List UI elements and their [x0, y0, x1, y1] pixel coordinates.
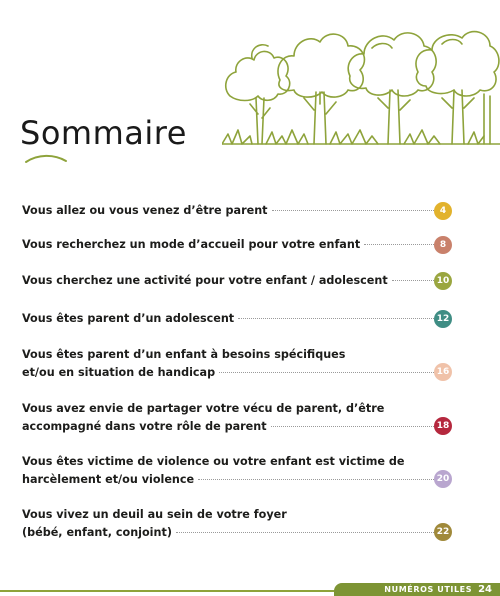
toc-entry-text: Vous cherchez une activité pour votre enfant / adolescent: [22, 274, 388, 287]
toc-entry[interactable]: [22, 310, 452, 328]
page-number-badge: 20: [434, 470, 452, 488]
toc-entry-text: et/ou en situation de handicap: [22, 365, 216, 379]
toc-entry-text: Vous êtes parent d’un enfant à besoins spécifiques: [22, 348, 346, 361]
toc-entry[interactable]: [22, 506, 452, 541]
toc-entry[interactable]: [22, 400, 452, 435]
page-number-badge: 8: [434, 236, 452, 254]
page-number-badge: 12: [434, 310, 452, 328]
toc-entry-text: harcèlement et/ou violence: [22, 472, 195, 486]
tree-line-illustration: [222, 18, 500, 146]
toc-entry[interactable]: [22, 202, 452, 220]
dotted-leader: [271, 426, 448, 427]
toc-entry-text: (bébé, enfant, conjoint): [22, 525, 172, 539]
page-number-badge: 22: [434, 523, 452, 541]
toc-entry[interactable]: [22, 272, 452, 290]
dotted-leader: [272, 210, 448, 211]
footer-page-number: 24: [478, 584, 492, 595]
page-number-badge: 10: [434, 272, 452, 290]
title-underline-swoosh: [24, 152, 68, 166]
toc-entry[interactable]: [22, 236, 452, 254]
dotted-leader: [198, 479, 448, 480]
toc-entry-text: Vous allez ou vous venez d’être parent: [22, 204, 268, 217]
footer-rule: [0, 590, 340, 592]
dotted-leader: [238, 318, 448, 319]
dotted-leader: [219, 372, 448, 373]
page-number-badge: 16: [434, 363, 452, 381]
dotted-leader: [176, 532, 448, 533]
toc-entry-text: Vous êtes victime de violence ou votre enfant est victime de: [22, 455, 405, 468]
toc-entry[interactable]: [22, 346, 452, 381]
page-number-badge: 4: [434, 202, 452, 220]
toc-entry-text: accompagné dans votre rôle de parent: [22, 419, 267, 433]
footer-label: NUMÉROS UTILES: [384, 585, 473, 594]
toc-entry-text: Vous avez envie de partager votre vécu de parent, d’être: [22, 402, 385, 415]
toc-entry-text: Vous êtes parent d’un adolescent: [22, 312, 235, 325]
toc-entry-text: Vous vivez un deuil au sein de votre foyer: [22, 508, 287, 521]
toc-entry-text: Vous recherchez un mode d’accueil pour votre enfant: [22, 238, 361, 251]
footer-numeros-utiles-link[interactable]: [334, 583, 500, 596]
page-title: Sommaire: [20, 114, 187, 152]
page-number-badge: 18: [434, 417, 452, 435]
toc-entry[interactable]: [22, 453, 452, 488]
